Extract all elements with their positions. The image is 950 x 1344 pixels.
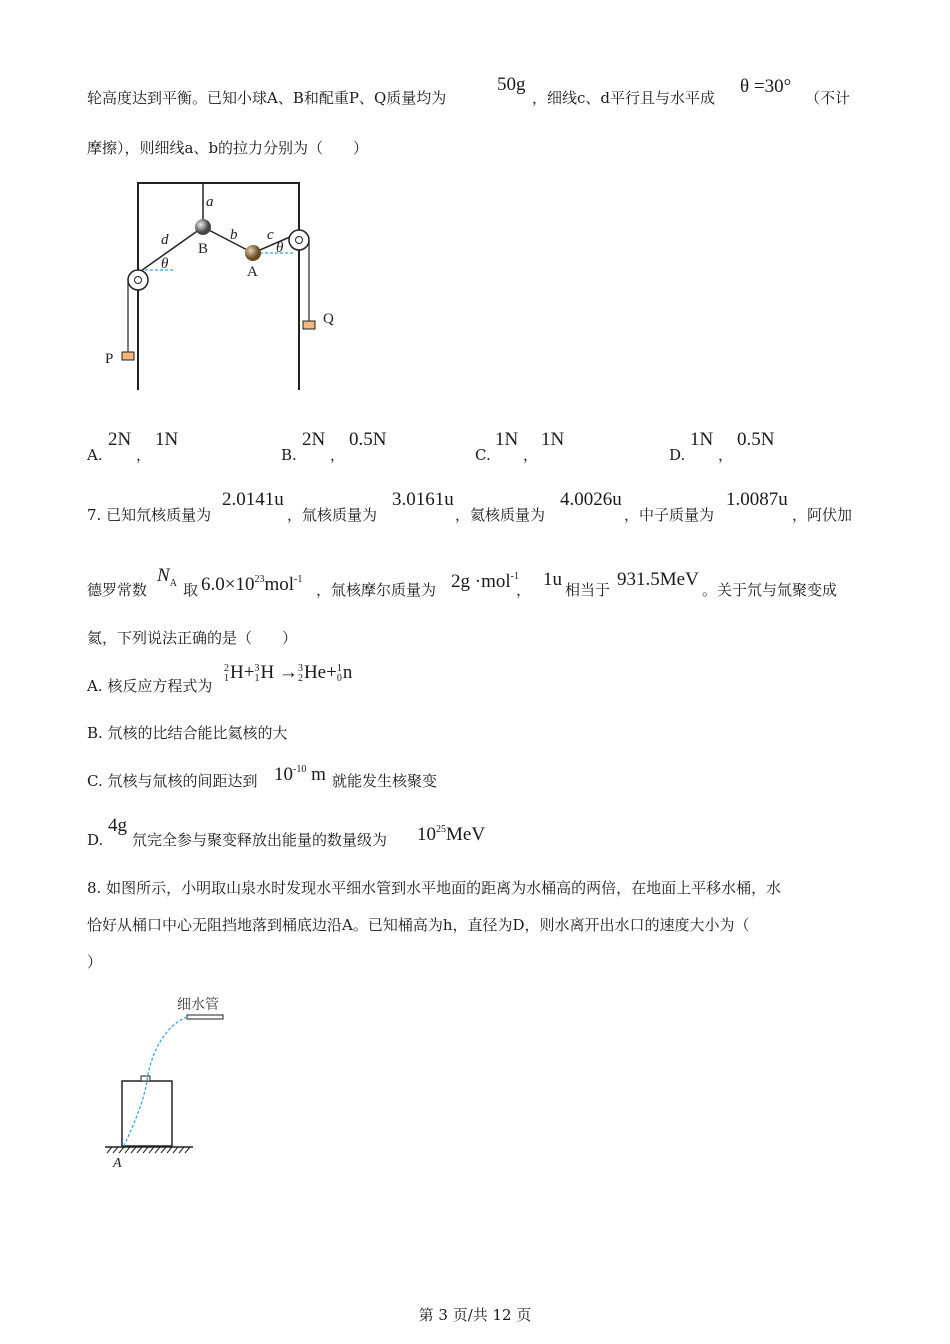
avogadro-value: 6.0×10 [201, 574, 255, 595]
water-pipe [187, 1015, 223, 1019]
atomic-number: 1 [224, 672, 229, 684]
q7-mass-helium: 4.0026u [560, 489, 622, 510]
q7-text: 取 [183, 581, 199, 599]
q6-angle: θ =30° [740, 76, 792, 97]
q7-na [157, 566, 177, 594]
bucket-figure [95, 985, 245, 1175]
ball-b [195, 219, 211, 235]
option-text: A. 核反应方程式为 [87, 677, 213, 695]
nuclide-indices [224, 664, 229, 684]
q7-text: 。关于氘与氚聚变成 [702, 581, 838, 599]
atomic-number: 0 [336, 672, 342, 684]
mass-number: 3 [297, 662, 303, 674]
exp: -10 [293, 764, 307, 775]
option-value: 1N [495, 429, 519, 450]
q6-line2: 摩擦），则细线a、b的拉力分别为（ ） [87, 139, 369, 157]
q7-energy: 931.5MeV [617, 569, 699, 590]
q7-text: ，中子质量为 [624, 506, 715, 524]
q7-mass-triton: 3.0161u [392, 489, 454, 510]
option-value [417, 820, 485, 845]
option-text: C. 氘核与氚核的间距达到 [87, 772, 258, 790]
atomic-number: 2 [297, 672, 303, 684]
pipe-label: 细水管 [177, 997, 219, 1013]
option-value: 4g [108, 815, 127, 836]
label-b: b [230, 227, 238, 243]
bucket [122, 1081, 172, 1146]
label-c: c [267, 227, 274, 243]
q7-u: 1u [543, 569, 562, 590]
value: 10 [274, 764, 293, 785]
option-letter: C. [475, 446, 491, 464]
q6-line1-a: 轮高度达到平衡。已知小球A、B和配重P、Q质量均为 [87, 89, 447, 107]
q6-mass: 50g [497, 74, 526, 95]
option-value: 1N [155, 429, 179, 450]
avogadro-unit: mol [264, 574, 295, 595]
q6-line1-b: ，细线c、d平行且与水平成 [532, 89, 716, 107]
label-P: P [105, 351, 114, 367]
avogadro-unit-exp: -1 [294, 574, 303, 585]
point-a-label: A [113, 1156, 122, 1171]
option-text: 氘完全参与聚变释放出能量的数量级为 [132, 831, 388, 849]
option-letter: A. [87, 446, 103, 464]
arrow-icon: → [278, 662, 298, 683]
q7-text: 德罗常数 [87, 581, 148, 599]
option-sep: ， [718, 446, 734, 464]
option-value: 2N [302, 429, 326, 450]
q7-text: ，氚核质量为 [287, 506, 378, 524]
mass-number: 2 [224, 662, 229, 674]
nuclide-indices [298, 664, 303, 684]
q7-text: ，阿伏加 [792, 506, 853, 524]
option-value: 1N [541, 429, 565, 450]
atomic-number: 1 [254, 672, 260, 684]
symbol: H [230, 662, 244, 683]
q7-option-b[interactable]: B. 氘核的比结合能比氦核的大 [87, 724, 288, 742]
q7-text: 7. 已知氘核质量为 [87, 506, 212, 524]
q8-line2: 恰好从桶口中心无阻挡地落到桶底边沿A。已知桶高为h，直径为D，则水离开出水口的速度大小为（ [87, 916, 750, 934]
option-sep: ， [330, 446, 346, 464]
q7-molar-mass [451, 567, 519, 592]
pulley-figure [95, 175, 355, 395]
plus: + [243, 662, 255, 683]
molar-value: 2g ·mol [451, 571, 511, 592]
nuclide-indices [337, 664, 342, 684]
label-theta-right: θ [276, 240, 284, 256]
weight-q [303, 321, 315, 329]
label-theta-left: θ [161, 256, 169, 272]
avogadro-exp: 23 [254, 574, 265, 585]
unit: MeV [446, 824, 486, 845]
option-letter: D. [87, 831, 104, 849]
label-Q: Q [323, 311, 334, 327]
option-value: 2N [108, 429, 132, 450]
mass-number: 1 [336, 662, 342, 674]
q7-mass-deuteron: 2.0141u [222, 489, 284, 510]
molar-exp: -1 [510, 571, 519, 582]
na-subscript: A [169, 577, 177, 589]
q7-mass-neutron: 1.0087u [726, 489, 788, 510]
option-text: 就能发生核聚变 [332, 772, 438, 790]
option-sep: ， [136, 446, 152, 464]
plus: + [326, 662, 337, 683]
label-A: A [247, 264, 258, 280]
q6-line1-c: （不计 [805, 89, 851, 107]
q7-text: ，氦核质量为 [455, 506, 546, 524]
label-d: d [161, 232, 169, 248]
page-footer: 第 3 页/共 12 页 [418, 1306, 532, 1324]
label-a: a [206, 194, 214, 210]
value: 10 [417, 824, 436, 845]
option-letter: D. [669, 446, 686, 464]
q7-text: ， [516, 581, 532, 599]
option-value [274, 760, 326, 785]
q7-text: ，氚核摩尔质量为 [316, 581, 437, 599]
ball-a [245, 245, 261, 261]
symbol: He [303, 662, 327, 683]
q7-avogadro [201, 570, 302, 595]
mass-number: 3 [254, 662, 260, 674]
q8-line1: 8. 如图所示，小明取山泉水时发现水平细水管到水平地面的距离为水桶高的两倍，在地面上平移水桶，水 [87, 879, 782, 897]
na-symbol: N [157, 565, 170, 586]
option-value: 0.5N [349, 429, 387, 450]
label-B: B [198, 241, 209, 257]
reaction-equation [224, 663, 352, 684]
exp: 25 [436, 824, 446, 835]
q7-text: 相当于 [565, 581, 611, 599]
option-letter: B. [281, 446, 297, 464]
nuclide-indices [254, 664, 259, 684]
q8-line3: ） [87, 953, 103, 971]
symbol: n [342, 662, 353, 683]
unit: m [306, 764, 326, 785]
symbol: H [260, 662, 275, 683]
option-value: 0.5N [737, 429, 775, 450]
weight-p [122, 352, 134, 360]
option-sep: ， [523, 446, 539, 464]
q7-text: 氦，下列说法正确的是（ ） [87, 629, 298, 647]
option-value: 1N [690, 429, 714, 450]
